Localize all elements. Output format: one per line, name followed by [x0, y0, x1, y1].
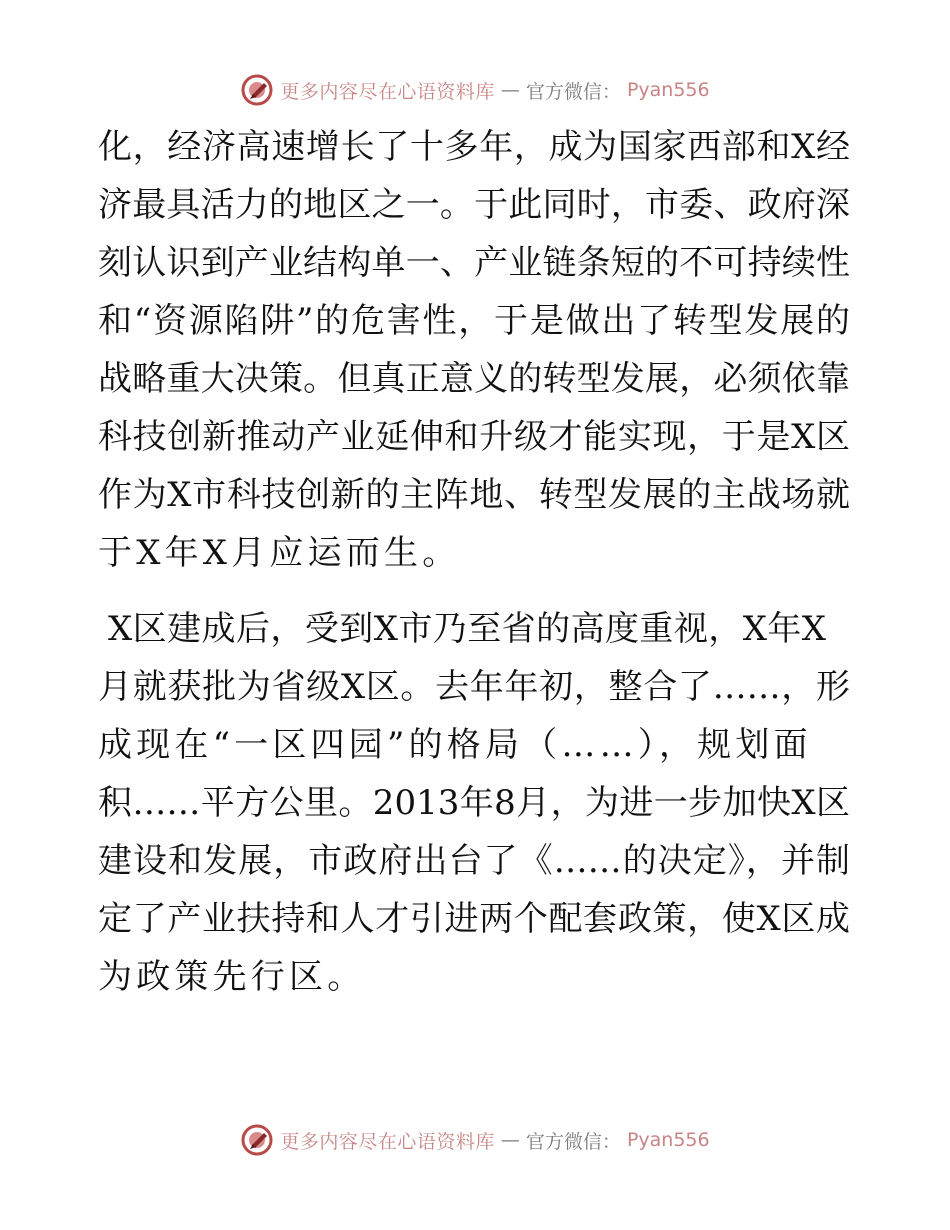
- watermark-label: 官方微信：: [525, 1130, 621, 1153]
- text-line: X区建成后，受到X市乃至省的高度重视，X年X: [108, 609, 826, 649]
- paragraph-1: [98, 118, 850, 582]
- text-line: 和“资源陷阱”的危害性，于是做出了转型发展的: [98, 301, 850, 341]
- text-line: 积……平方公里。2013年8月，为进一步加快X区: [98, 783, 850, 823]
- document-body: [98, 118, 850, 1006]
- watermark-id: Pyan556: [626, 1129, 710, 1151]
- paragraph-2: [98, 600, 850, 1006]
- header-watermark: [0, 70, 950, 110]
- text-line: 定了产业扶持和人才引进两个配套政策，使X区成: [98, 899, 850, 939]
- watermark-id: Pyan556: [626, 79, 710, 101]
- watermark-dash: —: [500, 1129, 520, 1151]
- text-line: 建设和发展，市政府出台了《……的决定》，并制: [98, 841, 850, 881]
- text-line: 科技创新推动产业延伸和升级才能实现，于是X区: [98, 417, 850, 457]
- text-line: 作为X市科技创新的主阵地、转型发展的主战场就: [98, 475, 850, 515]
- logo-icon: [240, 1123, 274, 1157]
- text-line: 济最具活力的地区之一。于此同时，市委、政府深: [98, 185, 850, 225]
- text-line: 月就获批为省级X区。去年年初，整合了……，形: [98, 667, 850, 707]
- logo-icon: [240, 73, 274, 107]
- text-line: 化，经济高速增长了十多年，成为国家西部和X经: [98, 127, 850, 167]
- text-line: 为政策先行区。: [98, 957, 366, 997]
- text-line: 于X年X月应运而生。: [98, 533, 461, 573]
- footer-watermark: [0, 1120, 950, 1160]
- watermark-label: 官方微信：: [525, 80, 621, 103]
- watermark-dash: —: [500, 79, 520, 101]
- watermark-text: 更多内容尽在心语资料库: [280, 80, 495, 103]
- watermark-text: 更多内容尽在心语资料库: [280, 1130, 495, 1153]
- text-line: 战略重大决策。但真正意义的转型发展，必须依靠: [98, 359, 850, 399]
- text-line: 成现在“一区四园”的格局（……），规划面: [98, 725, 812, 765]
- text-line: 刻认识到产业结构单一、产业链条短的不可持续性: [98, 243, 850, 283]
